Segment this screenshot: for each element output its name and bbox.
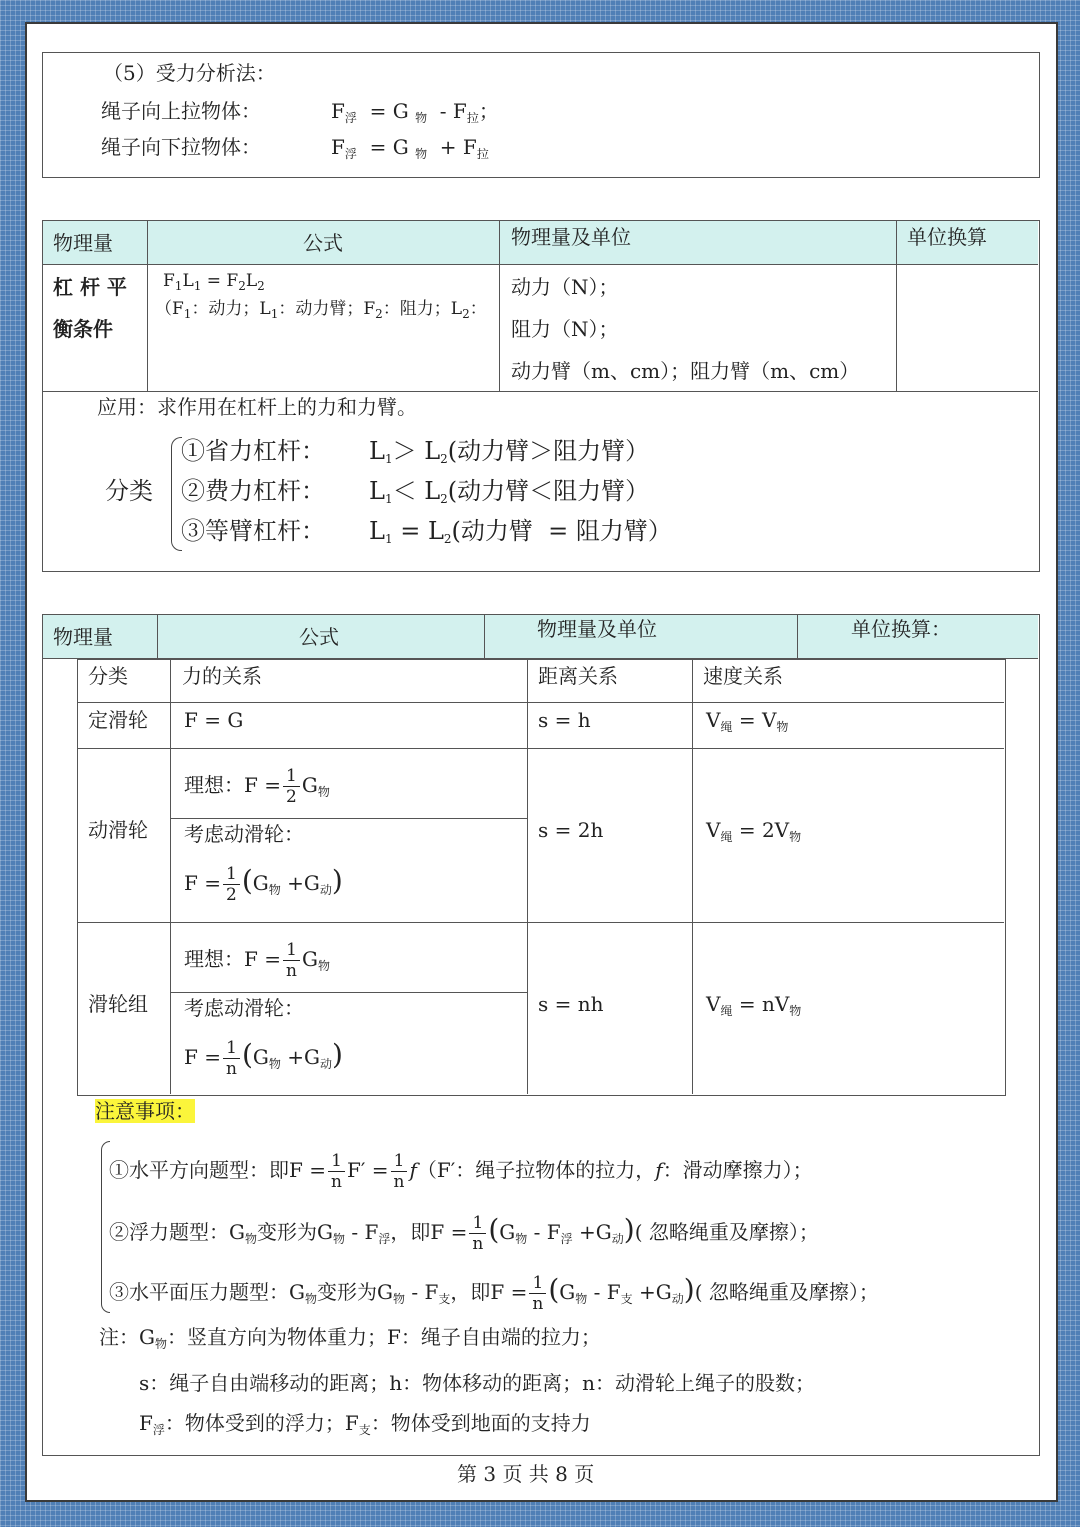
force-analysis-box bbox=[42, 52, 1040, 178]
group-distance: s = nh bbox=[538, 992, 604, 1016]
class1-name: ①省力杠杆： bbox=[181, 437, 325, 465]
pulley-header-quantity: 物理量 bbox=[53, 625, 113, 649]
note-2: ②浮力题型：$G_物$变形为$G_物 - F_浮$，即F = $\frac{1}{n}$ $(G_物 - F_浮 +G_动)$( 忽略绳重及摩擦）； bbox=[109, 1213, 819, 1254]
lever-formula-note: （$F_1$：动力；$L_1$：动力臂；$F_2$：阻力；$L_2$： bbox=[155, 299, 487, 321]
group-real-formula: F = $\frac{1}{n}$ $(G_物 +G_动)$ bbox=[184, 1038, 343, 1079]
group-ideal-label: 理想： bbox=[184, 947, 244, 971]
sub-header-force: 力的关系 bbox=[182, 664, 262, 688]
page-number: 第 3 页 共 8 页 bbox=[457, 1462, 595, 1486]
lever-application: 应用：求作用在杠杆上的力和力臂。 bbox=[97, 395, 417, 419]
lever-unit-arms: 动力臂（m、cm）；阻力臂（m、cm） bbox=[511, 359, 860, 383]
pulley-header-units: 物理量及单位 bbox=[537, 617, 657, 641]
group-pulley-name: 滑轮组 bbox=[88, 992, 148, 1016]
class2-name: ②费力杠杆： bbox=[181, 477, 325, 505]
lever-unit-resistance: 阻力（N）； bbox=[511, 317, 619, 341]
movable-ideal-formula: 理想：F = $\frac{1}{2}$ $G_物$ bbox=[184, 766, 330, 807]
group-speed: $V_绳 = nV_物$ bbox=[706, 992, 802, 1018]
fixed-pulley-distance: s = h bbox=[538, 708, 591, 732]
row1-formula: $F_浮 = G$ $_物 - F_拉$； bbox=[331, 99, 499, 125]
group-n: n bbox=[286, 961, 297, 981]
sub-header-class: 分类 bbox=[88, 664, 128, 688]
class3-name: ③等臂杠杆： bbox=[181, 517, 325, 545]
movable-n: 2 bbox=[286, 787, 297, 807]
document-page bbox=[25, 22, 1058, 1502]
fixed-pulley-force: F = G bbox=[184, 708, 244, 732]
pulley-header-formula: 公式 bbox=[299, 625, 339, 649]
sub-header-distance: 距离关系 bbox=[538, 664, 618, 688]
movable-speed: $V_绳 = 2V_物$ bbox=[706, 818, 802, 844]
fixed-pulley-speed: $V_绳 = V_物$ bbox=[706, 708, 789, 734]
movable-real-formula: F = $\frac{1}{2}$ $(G_物 +G_动)$ bbox=[184, 864, 343, 905]
group-real-label: 考虑动滑轮： bbox=[184, 996, 304, 1020]
lever-classify-label: 分类 bbox=[105, 477, 153, 505]
movable-distance: s = 2h bbox=[538, 818, 604, 842]
lever-name-line1: 杠 杆 平 bbox=[53, 275, 127, 299]
lever-name-line2: 衡条件 bbox=[53, 317, 113, 341]
movable-pulley-name: 动滑轮 bbox=[88, 818, 148, 842]
lever-header-conversion: 单位换算 bbox=[907, 225, 987, 249]
class3-relation: $L_1 = L_2$(动力臂 = 阻力臂） bbox=[369, 517, 672, 546]
pulley-inner-table bbox=[77, 659, 1006, 1096]
row2-formula: $F_浮 = G$ $_物 + F_拉$ bbox=[331, 135, 489, 161]
class1-relation: $L_1> L_2$(动力臂＞阻力臂） bbox=[369, 437, 650, 466]
lever-table bbox=[42, 220, 1040, 572]
legend-3: $F_浮$：物体受到的浮力；$F_支$：物体受到地面的支持力 bbox=[139, 1411, 591, 1437]
class2-relation: $L_1< L_2$(动力臂＜阻力臂） bbox=[369, 477, 650, 506]
legend-1: 注：$G_物$：竖直方向为物体重力；F：绳子自由端的拉力； bbox=[99, 1325, 601, 1351]
row2-label: 绳子向下拉物体： bbox=[101, 135, 261, 159]
movable-real-label: 考虑动滑轮： bbox=[184, 822, 304, 846]
sub-header-speed: 速度关系 bbox=[703, 664, 783, 688]
lever-header-units: 物理量及单位 bbox=[511, 225, 631, 249]
note-title: 注意事项： bbox=[95, 1099, 195, 1123]
note-1: ①水平方向题型：即F = $\frac{1}{n}$ F′ = $\frac{1}{n}$ f（F′：绳子拉物体的拉力，f：滑动摩擦力）； bbox=[109, 1151, 813, 1192]
group-ideal-formula: 理想：F = $\frac{1}{n}$ $G_物$ bbox=[184, 940, 330, 981]
lever-formula: $F_1L_1 = F_2L_2$ bbox=[163, 271, 265, 293]
fraction: $\frac{1}{2}$ bbox=[283, 766, 300, 807]
pulley-header-conversion: 单位换算： bbox=[851, 617, 951, 641]
pulley-table bbox=[42, 614, 1040, 1456]
row1-label: 绳子向上拉物体： bbox=[101, 99, 261, 123]
lever-header-quantity: 物理量 bbox=[53, 231, 113, 255]
lever-header-formula: 公式 bbox=[303, 231, 343, 255]
legend-2: s：绳子自由端移动的距离；h：物体移动的距离；n：动滑轮上绳子的股数； bbox=[139, 1371, 816, 1395]
lever-unit-force: 动力（N）； bbox=[511, 275, 619, 299]
note-3: ③水平面压力题型：$G_物$变形为$G_物 - F_支$，即F = $\frac{1}{n}$ $(G_物 - F_支 +G_动)$( 忽略绳重及摩擦）； bbox=[109, 1273, 879, 1314]
section5-title: （5）受力分析法： bbox=[103, 61, 276, 85]
movable-ideal-label: 理想： bbox=[184, 773, 244, 797]
fixed-pulley-name: 定滑轮 bbox=[88, 708, 148, 732]
